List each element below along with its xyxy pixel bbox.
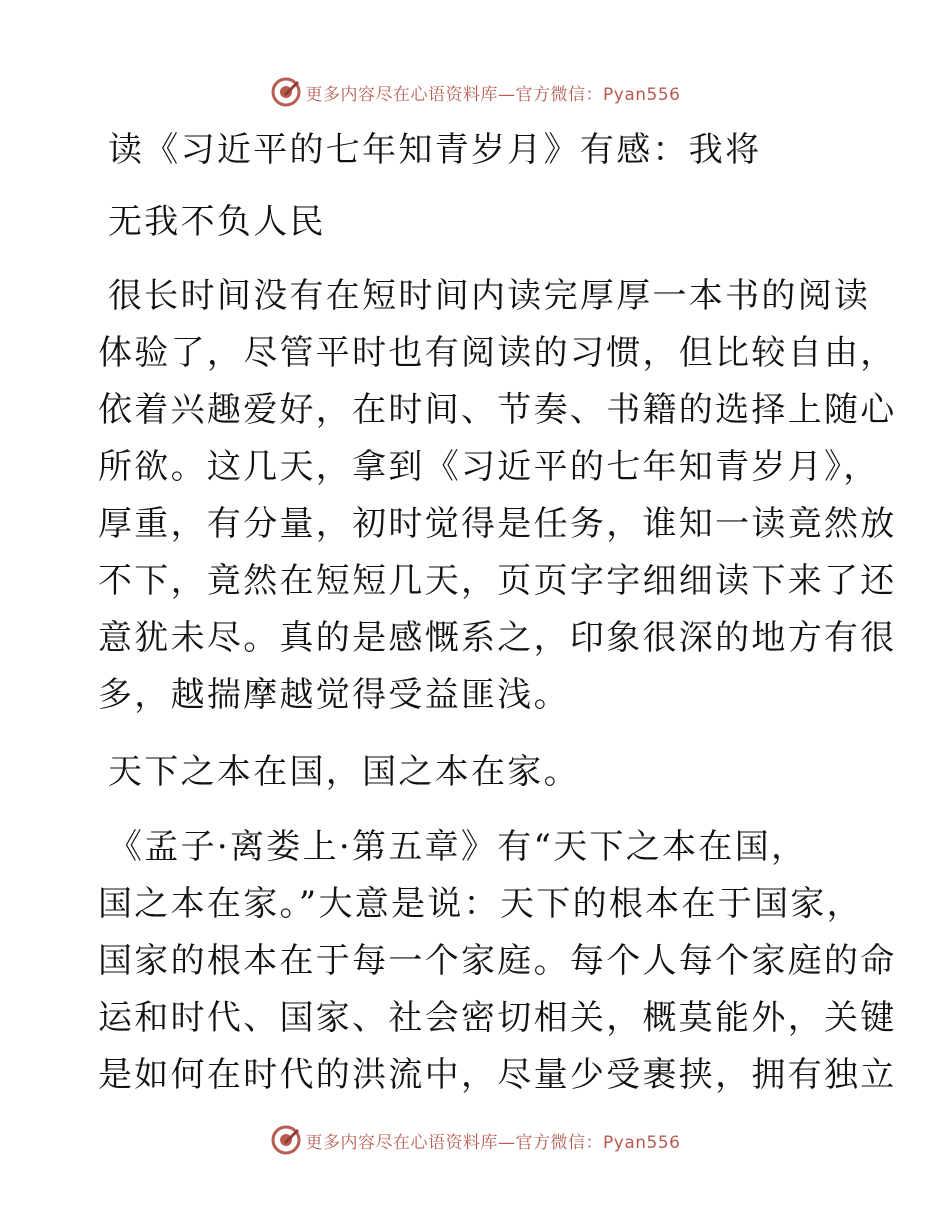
paragraph-2-line: 国之本在家。”大意是说：天下的根本在于国家， — [98, 884, 863, 924]
paragraph-2-line: 是如何在时代的洪流中，尽量少受裹挟，拥有独立 — [98, 1055, 897, 1095]
header-banner — [0, 72, 950, 112]
paragraph-2-line: 《孟子·离娄上·第五章》有“天下之本在国， — [108, 827, 808, 867]
paragraph-1-line: 体验了，尽管平时也有阅读的习惯，但比较自由， — [98, 333, 897, 373]
brand-logo-icon — [270, 76, 302, 108]
paragraph-1-line: 所欲。这几天，拿到《习近平的七年知青岁月》， — [98, 447, 880, 487]
paragraph-2-line: 国家的根本在于每一个家庭。每个人每个家庭的命 — [98, 941, 897, 981]
header-banner-text: 更多内容尽在心语资料库—官方微信：Pyan556 — [305, 84, 681, 105]
document-title-line-1: 读《习近平的七年知青岁月》有感：我将 — [108, 130, 762, 170]
paragraph-1-line: 很长时间没有在短时间内读完厚厚一本书的阅读 — [108, 276, 871, 316]
document-title-line-2: 无我不负人民 — [108, 202, 326, 242]
brand-logo-icon — [270, 1124, 302, 1156]
paragraph-1-line: 厚重，有分量，初时觉得是任务，谁知一读竟然放 — [98, 504, 897, 544]
paragraph-1-line: 多，越揣摩越觉得受益匪浅。 — [98, 675, 570, 715]
footer-banner-text: 更多内容尽在心语资料库—官方微信：Pyan556 — [305, 1132, 681, 1153]
paragraph-1-line: 不下，竟然在短短几天，页页字字细细读下来了还 — [98, 561, 897, 601]
paragraph-2-line: 运和时代、国家、社会密切相关，概莫能外，关键 — [98, 998, 897, 1038]
footer-banner — [0, 1120, 950, 1160]
paragraph-1-line: 意犹未尽。真的是感慨系之，印象很深的地方有很 — [98, 618, 897, 658]
paragraph-1-line: 依着兴趣爱好，在时间、节奏、书籍的选择上随心 — [98, 390, 897, 430]
section-heading: 天下之本在国，国之本在家。 — [108, 752, 580, 792]
